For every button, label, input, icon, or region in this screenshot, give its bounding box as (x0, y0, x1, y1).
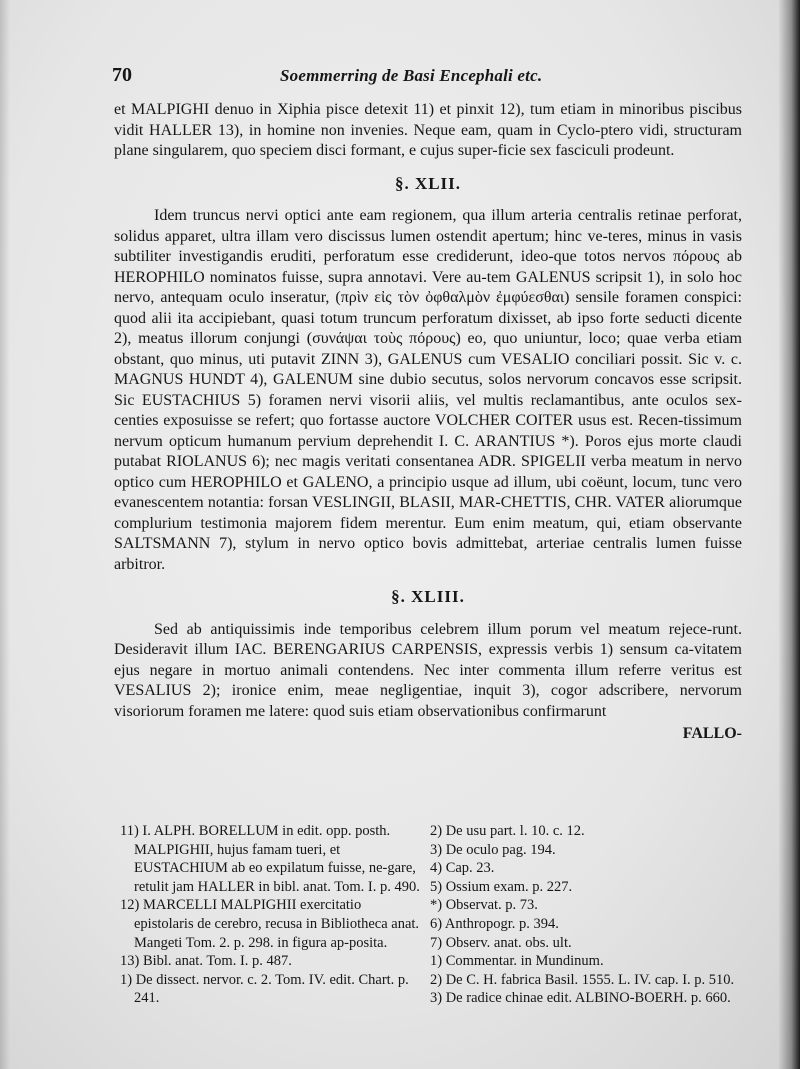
page-shadow-left (0, 0, 10, 1069)
footnote: 1) Commentar. in Mundinum. (430, 953, 604, 970)
section-heading-xliii: §. XLIII. (391, 587, 465, 606)
footnotes-right-column (430, 822, 760, 1008)
footnote: 2) De usu part. l. 10. c. 12. (430, 823, 585, 839)
footnote: 4) Cap. 23. (430, 860, 495, 877)
footnote: 3) De oculo pag. 194. (430, 841, 556, 858)
footnote: 3) De radice chinae edit. ALBINO-BOERH. p. 660. (430, 990, 731, 1007)
opening-paragraph: et MALPIGHI denuo in Xiphia pisce detexit 11) et pinxit 12), tum etiam in minoribus piscibus vidit HALLER 13), in homine non invenies. Neque eam, quam in Cyclo-ptero vidi, structuram plane singularem, quo speciem disci formant, e cujus super-ficie sex fasciculi prodeunt. (114, 101, 742, 159)
footnote: 1) De dissect. nervor. c. 2. Tom. IV. edit. Chart. p. 241. (120, 971, 409, 1007)
page-shadow-right (778, 0, 800, 1069)
section-heading-xlii: §. XLII. (394, 173, 462, 193)
footnote: 6) Anthropogr. p. 394. (430, 915, 559, 932)
section-xlii-paragraph: Idem truncus nervi optici ante eam regionem, qua illum arteria centralis retinae perforat, solidus apparet, ultra illam vero discissus lumen ostendit apertum; hinc ve-teres, minus in vasis subtiliter investigandis eruditi, perforatum esse crediderunt, ideo-que totos nervos πόρους ab HEROPHILO nominatos fuisse, supra annotavi. Vere au-tem GALENUS scripsit 1), in solo hoc nervo, antequam oculo inseratur, (πρὶν εἰς τὸν ὀφθαλμὸν ἐμφύεσθαι) sensile foramen conspici: quod alii ita accipiebant, quasi totum truncum perforatum dixisset, ab ipso forte seducti dicente 2), meatus illorum conjungi (συνάψαι τοὺς πόρους) eo, quo uniuntur, loco; quae verba etiam obstant, quo minus, uti putavit ZINN 3), GALENUS cum VESALIO conciliari possit. Sic v. c. MAGNUS HUNDT 4), GALENUM sine dubio secutus, solos nervorum concavos esse scripsit. Sic EUSTACHIUS 5) foramen nervi visorii aliis, vel multis reclamantibus, ante oculos sex-centies exposuisse se refert; quo fortasse auctore VOLCHER COITER usus est. Recen-tissimum nervum opticum humanum pervium deprehendit I. C. ARANTIUS *). Poros ejus morte claudi putabat RIOLANUS 6); nec magis veritati consentanea ADR. SPIGELII verba meatum in nervo optico cum HEROPHILO et GALENO, a principio usque ad illum, ubi coëunt, locum, tunc vero evanescentem notantia: forsan VESLINGII, BLASII, MAR-CHETTIS, CHR. VATER aliorumque complurium testimonia majorem fidem merentur. Eum enim meatum, qui, etiam observante SALTSMANN 7), stylum in nervo optico bovis admittebat, arteriae centralis lumen fuisse arbitror. (114, 207, 742, 573)
page-number: 70 (112, 64, 132, 86)
running-title: Soemmerring de Basi Encephali etc. (280, 66, 543, 85)
footnote: 13) Bibl. anat. Tom. I. p. 487. (120, 953, 292, 970)
footnote: 11) I. ALPH. BORELLUM in edit. opp. posth. MALPIGHII, hujus famam tueri, et EUSTACHIUM ab eo expilatum fuisse, ne-gare, retulit jam HALLER in bibl. anat. Tom. I. p. 490. (120, 823, 420, 895)
page-header (112, 64, 752, 90)
footnote: 2) De C. H. fabrica Basil. 1555. L. IV. cap. I. p. 510. (430, 971, 735, 988)
footnote: 7) Observ. anat. obs. ult. (430, 934, 572, 951)
footnote: 12) MARCELLI MALPIGHII exercitatio epistolaris de cerebro, recusa in Bibliotheca anat. Mangeti Tom. 2. p. 298. in figura ap-posita. (120, 897, 420, 951)
section-xliii-paragraph: Sed ab antiquissimis inde temporibus celebrem illum porum vel meatum rejece-runt. Desideravit illum IAC. BERENGARIUS CARPENSIS, expressis verbis 1) sensum ca-vitatem ejus negare in mortuo animali contendens. Nec inter commenta illum referre veritus est VESALIUS 2); ironice enim, meae negligentiae, inquit 3), cogor adscribere, nervorum visoriorum foramen me latere: quod suis etiam observationibus confirmarunt (114, 620, 742, 720)
footnotes-left-column (120, 822, 420, 1008)
footnote: *) Observat. p. 73. (430, 897, 538, 914)
catchword: FALLO- (682, 725, 742, 742)
main-text (114, 100, 742, 745)
footnote: 5) Ossium exam. p. 227. (430, 878, 573, 895)
